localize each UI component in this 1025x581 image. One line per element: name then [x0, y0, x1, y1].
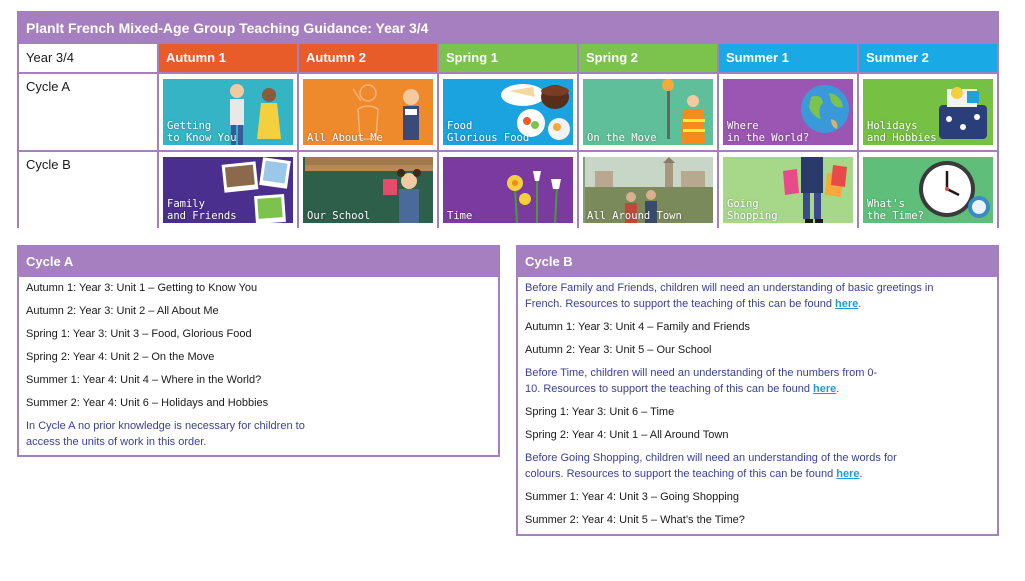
unit-title: What's the Time? — [867, 198, 924, 222]
unit-title: Holidays and Hobbies — [867, 120, 937, 144]
unit-cell — [579, 74, 717, 150]
term-header-row — [19, 44, 997, 72]
curriculum-grid — [17, 11, 999, 228]
unit-title: On the Move — [587, 132, 657, 144]
unit-tile-family-and-friends[interactable] — [163, 157, 293, 223]
unit-tile-getting-to-know-you[interactable] — [163, 79, 293, 145]
list-item: Autumn 2: Year 3: Unit 2 – All About Me — [26, 305, 219, 317]
unit-tile-where-in-the-world[interactable] — [723, 79, 853, 145]
cycle-b-title: Cycle B — [518, 247, 997, 277]
page-title: PlanIt French Mixed-Age Group Teaching Guidance: Year 3/4 — [19, 13, 997, 44]
cycle-b-row — [19, 152, 997, 228]
shopping-icon — [773, 157, 853, 223]
traffic-icon — [653, 79, 713, 145]
term-spring-1: Spring 1 — [439, 44, 577, 72]
list-item: Spring 2: Year 4: Unit 1 – All Around Town — [525, 429, 729, 441]
list-item: Spring 1: Year 3: Unit 3 – Food, Glorious Food — [26, 328, 252, 340]
cycle-a-label: Cycle A — [19, 74, 157, 150]
unit-tile-all-about-me[interactable] — [303, 79, 433, 145]
term-autumn-2: Autumn 2 — [299, 44, 437, 72]
list-item: Autumn 2: Year 3: Unit 5 – Our School — [525, 344, 712, 356]
unit-cell — [439, 152, 577, 228]
unit-title: Our School — [307, 210, 371, 222]
cycle-a-title: Cycle A — [19, 247, 498, 277]
cycle-b-note-greetings: Before Family and Friends, children will need an understanding of basic greetings in French. Resources to support the teaching of this can be found here. — [525, 282, 934, 310]
term-summer-1: Summer 1 — [719, 44, 857, 72]
unit-tile-time[interactable] — [443, 157, 573, 223]
cycle-b-note-numbers: Before Time, children will need an understanding of the numbers from 0-10. Resources to support the teaching of this can be found here. — [525, 367, 878, 395]
unit-tile-going-shopping[interactable] — [723, 157, 853, 223]
cycle-b-panel — [516, 245, 999, 536]
unit-tile-food-glorious-food[interactable] — [443, 79, 573, 145]
list-item: Summer 2: Year 4: Unit 6 – Holidays and Hobbies — [26, 397, 269, 409]
unit-title: All About Me — [307, 132, 383, 144]
year-label: Year 3/4 — [19, 44, 157, 72]
unit-cell — [859, 74, 997, 150]
unit-cell — [579, 152, 717, 228]
unit-tile-all-around-town[interactable] — [583, 157, 713, 223]
note-text: Before Going Shopping, children will need an understanding of the words for colours. Resources to support the teaching of this can be found — [525, 452, 897, 480]
note-text: Before Time, children will need an understanding of the numbers from 0-10. Resources to support the teaching of this can be found — [525, 367, 878, 395]
term-spring-2: Spring 2 — [579, 44, 717, 72]
unit-cell — [439, 74, 577, 150]
unit-title: Time — [447, 210, 473, 222]
note-text: Before Family and Friends, children will need an understanding of basic greetings in French. Resources to support the teaching of this can be found — [525, 282, 934, 310]
unit-tile-on-the-move[interactable] — [583, 79, 713, 145]
greetings-resources-link[interactable]: here — [835, 298, 859, 310]
unit-title: Going Shopping — [727, 198, 778, 222]
list-item: Summer 1: Year 4: Unit 3 – Going Shopping — [525, 491, 740, 503]
unit-tile-whats-the-time[interactable] — [863, 157, 993, 223]
unit-cell — [159, 152, 297, 228]
list-item: Spring 2: Year 4: Unit 2 – On the Move — [26, 351, 215, 363]
cycle-b-label: Cycle B — [19, 152, 157, 228]
unit-cell — [719, 74, 857, 150]
cycle-a-row — [19, 74, 997, 150]
list-item: Summer 1: Year 4: Unit 4 – Where in the World? — [26, 374, 262, 386]
cycle-a-note: In Cycle A no prior knowledge is necessary for children to access the units of work in this order. — [26, 420, 305, 448]
list-item: Summer 2: Year 4: Unit 5 – What’s the Time? — [525, 514, 745, 526]
list-item: Autumn 1: Year 3: Unit 4 – Family and Friends — [525, 321, 751, 333]
term-summer-2: Summer 2 — [859, 44, 997, 72]
list-item: Autumn 1: Year 3: Unit 1 – Getting to Know You — [26, 282, 258, 294]
suitcase-icon — [933, 79, 993, 145]
cycle-a-panel — [17, 245, 500, 457]
unit-title: Where in the World? — [727, 120, 810, 144]
unit-cell — [159, 74, 297, 150]
numbers-resources-link[interactable]: here — [813, 383, 837, 395]
unit-cell — [859, 152, 997, 228]
unit-cell — [299, 74, 437, 150]
unit-title: Getting to Know You — [167, 120, 237, 144]
flowers-icon — [493, 157, 573, 223]
term-autumn-1: Autumn 1 — [159, 44, 297, 72]
unit-title: All Around Town — [587, 210, 682, 222]
unit-cell — [719, 152, 857, 228]
list-item: Spring 1: Year 3: Unit 6 – Time — [525, 406, 675, 418]
clock-icon — [913, 157, 993, 223]
unit-cell — [299, 152, 437, 228]
unit-tile-holidays-and-hobbies[interactable] — [863, 79, 993, 145]
unit-title: Food Glorious Food — [447, 120, 530, 144]
unit-tile-our-school[interactable] — [303, 157, 433, 223]
colours-resources-link[interactable]: here — [836, 468, 860, 480]
cycle-b-note-colours: Before Going Shopping, children will need an understanding of the words for colours. Resources to support the teaching of this can be found here. — [525, 452, 897, 480]
unit-title: Family and Friends — [167, 198, 237, 222]
